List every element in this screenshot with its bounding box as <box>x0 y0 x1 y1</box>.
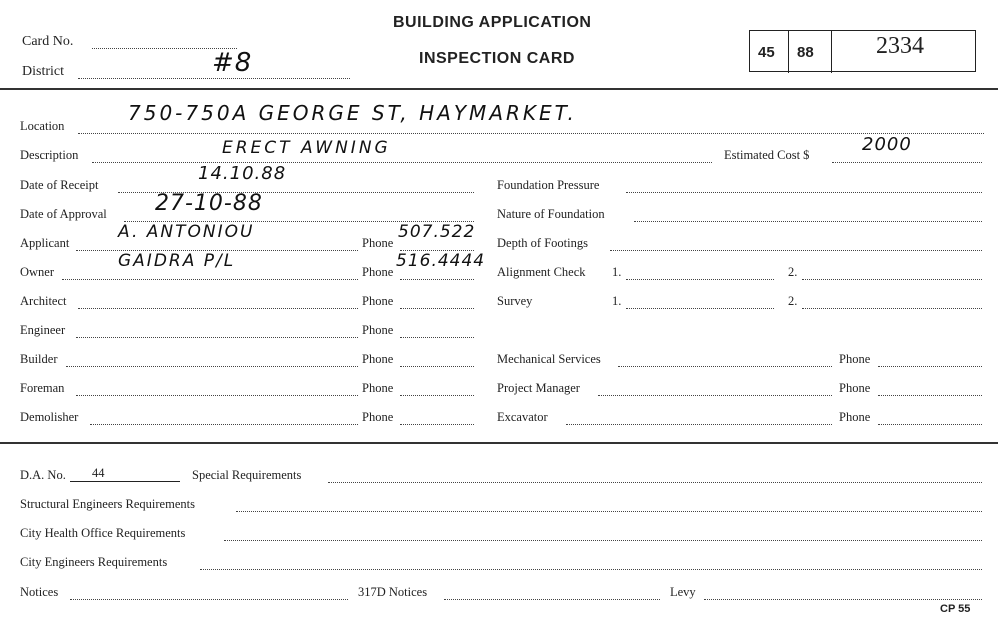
demolisher-phone-label: Phone <box>362 410 394 424</box>
excavator-label: Excavator <box>497 410 548 424</box>
alignment-check-one: 1. <box>612 265 622 279</box>
engineer-phone-label: Phone <box>362 323 394 337</box>
project-manager-label: Project Manager <box>497 381 580 395</box>
project-manager-line <box>598 395 832 396</box>
levy-label: Levy <box>670 585 696 599</box>
estimated-cost-label: Estimated Cost $ <box>724 148 810 162</box>
date-receipt-value: 14.10.88 <box>198 163 287 184</box>
architect-phone-label: Phone <box>362 294 394 308</box>
excavator-phone-label: Phone <box>839 410 871 424</box>
structural-requirements-line <box>236 511 982 512</box>
notices-label: Notices <box>20 585 59 599</box>
description-line <box>92 162 712 163</box>
owner-line <box>62 279 358 280</box>
owner-phone-line <box>400 279 474 280</box>
district-value: #8 <box>212 48 253 78</box>
description-label: Description <box>20 148 79 162</box>
nature-foundation-label: Nature of Foundation <box>497 207 605 221</box>
owner-phone-value: 516.4444 <box>396 251 486 271</box>
box-divider-2 <box>831 30 832 73</box>
architect-phone-line <box>400 308 474 309</box>
district-label: District <box>22 64 64 79</box>
box-b-value: 88 <box>797 44 814 61</box>
special-requirements-line <box>328 482 982 483</box>
da-no-label: D.A. No. <box>20 468 66 482</box>
excavator-phone-line <box>878 424 982 425</box>
depth-footings-label: Depth of Footings <box>497 236 588 250</box>
builder-phone-line <box>400 366 474 367</box>
structural-requirements-label: Structural Engineers Requirements <box>20 497 195 511</box>
levy-line <box>704 599 982 600</box>
title-line-1: BUILDING APPLICATION <box>393 14 592 31</box>
foreman-phone-label: Phone <box>362 381 394 395</box>
applicant-label: Applicant <box>20 236 70 250</box>
header-rule <box>0 88 998 90</box>
city-engineers-requirements-line <box>200 569 982 570</box>
survey-line-1 <box>626 308 774 309</box>
survey-line-2 <box>802 308 982 309</box>
engineer-phone-line <box>400 337 474 338</box>
engineer-line <box>76 337 358 338</box>
health-requirements-line <box>224 540 982 541</box>
form-code: CP 55 <box>940 603 971 615</box>
description-value: ERECT AWNING <box>222 138 391 158</box>
builder-phone-label: Phone <box>362 352 394 366</box>
mechanical-label: Mechanical Services <box>497 352 601 366</box>
estimated-cost-line <box>832 162 982 163</box>
owner-phone-label: Phone <box>362 265 394 279</box>
demolisher-phone-line <box>400 424 474 425</box>
demolisher-line <box>90 424 358 425</box>
card-number-box <box>749 30 976 72</box>
card-no-label: Card No. <box>22 34 74 49</box>
district-line <box>78 78 350 79</box>
date-approval-value: 27-10-88 <box>155 191 263 216</box>
nature-foundation-line <box>634 221 982 222</box>
excavator-line <box>566 424 832 425</box>
notices-line <box>70 599 348 600</box>
city-engineers-requirements-label: City Engineers Requirements <box>20 555 168 569</box>
health-requirements-label: City Health Office Requirements <box>20 526 186 540</box>
builder-label: Builder <box>20 352 58 366</box>
survey-one: 1. <box>612 294 622 308</box>
middle-rule <box>0 442 998 444</box>
demolisher-label: Demolisher <box>20 410 79 424</box>
owner-value: GAIDRA P/L <box>118 251 236 271</box>
alignment-check-label: Alignment Check <box>497 265 586 279</box>
architect-line <box>78 308 358 309</box>
foreman-line <box>76 395 358 396</box>
architect-label: Architect <box>20 294 67 308</box>
foundation-pressure-line <box>626 192 982 193</box>
depth-footings-line <box>610 250 982 251</box>
location-label: Location <box>20 119 65 133</box>
applicant-phone-value: 507.522 <box>398 222 476 242</box>
foreman-label: Foreman <box>20 381 65 395</box>
applicant-value: A. ANTONIOU <box>118 222 255 242</box>
mechanical-phone-label: Phone <box>839 352 871 366</box>
date-receipt-label: Date of Receipt <box>20 178 99 192</box>
foreman-phone-line <box>400 395 474 396</box>
card-number: 2334 <box>876 33 924 59</box>
owner-label: Owner <box>20 265 55 279</box>
alignment-check-line-2 <box>802 279 982 280</box>
mechanical-phone-line <box>878 366 982 367</box>
mechanical-line <box>618 366 832 367</box>
special-requirements-label: Special Requirements <box>192 468 302 482</box>
alignment-check-two: 2. <box>788 265 798 279</box>
da-no-value: 44 <box>92 466 105 480</box>
location-line <box>78 133 984 134</box>
box-divider-1 <box>788 30 789 73</box>
project-manager-phone-label: Phone <box>839 381 871 395</box>
box-a-value: 45 <box>758 44 775 61</box>
foundation-pressure-label: Foundation Pressure <box>497 178 600 192</box>
notices-317d-line <box>444 599 660 600</box>
notices-317d-label: 317D Notices <box>358 585 428 599</box>
date-approval-label: Date of Approval <box>20 207 107 221</box>
applicant-phone-label: Phone <box>362 236 394 250</box>
location-value: 750-750A GEORGE ST, HAYMARKET. <box>128 101 577 125</box>
da-no-line <box>70 481 180 482</box>
title-line-2: INSPECTION CARD <box>419 50 575 67</box>
engineer-label: Engineer <box>20 323 66 337</box>
builder-line <box>66 366 358 367</box>
alignment-check-line-1 <box>626 279 774 280</box>
survey-label: Survey <box>497 294 533 308</box>
project-manager-phone-line <box>878 395 982 396</box>
survey-two: 2. <box>788 294 798 308</box>
estimated-cost-value: 2000 <box>862 134 912 155</box>
